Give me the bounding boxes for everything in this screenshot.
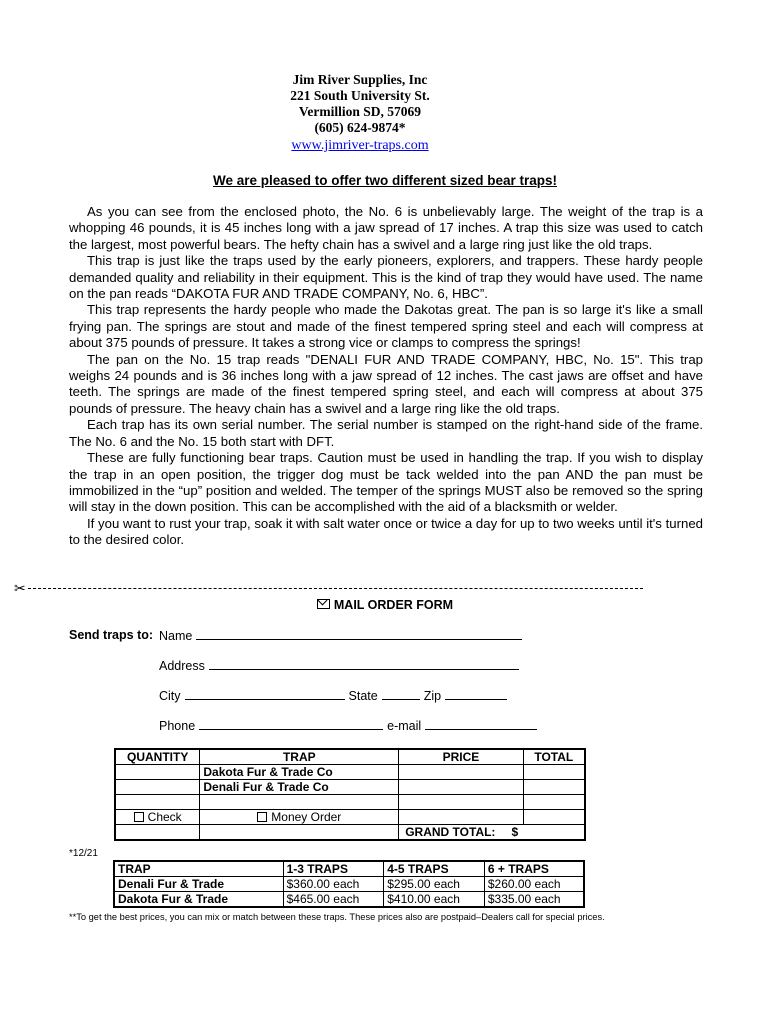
city-row [159,688,511,703]
price-cell: $295.00 each [384,877,485,892]
order-table [114,748,586,841]
table-row [115,749,585,765]
money-order-option[interactable] [200,810,399,825]
price-cell: $465.00 each [283,892,384,908]
city-label: City [159,689,181,703]
zip-label: Zip [423,689,442,703]
company-name: Jim River Supplies, Inc [292,72,428,87]
price-header: 4-5 TRAPS [384,861,485,877]
dashed-divider [28,588,643,589]
company-city: Vermillion SD, 57069 [298,104,422,119]
body-text [69,204,703,549]
price-cell[interactable] [399,765,523,780]
table-row [114,861,584,877]
trap-cell[interactable] [200,795,399,810]
cut-line [14,580,654,598]
price-cell: $410.00 each [384,892,485,908]
zip-field[interactable] [445,688,507,700]
price-cell[interactable] [399,780,523,795]
total-cell[interactable] [523,780,585,795]
phone-field[interactable] [199,718,383,730]
paragraph: These are fully functioning bear traps. Caution must be used in handling the trap. If you wish to display the trap in an open position, the trigger dog must be tack welded into the pan AND the pan must be immobilized in the “up” position and welded. The temper of the springs MUST also be removed so the spring will stay in the down position. This can be accomplished with the aid of a blacksmith or welder. [69,450,703,515]
table-row [115,765,585,780]
trap-cell: Denali Fur & Trade Co [200,780,399,795]
company-website-link[interactable]: www.jimriver-traps.com [291,138,429,153]
envelope-icon [317,599,330,609]
company-street: 221 South University St. [290,88,430,103]
total-header: TOTAL [523,749,585,765]
total-cell [523,810,585,825]
state-field[interactable] [382,688,420,700]
check-option[interactable] [115,810,200,825]
table-row [115,825,585,841]
table-row [114,877,584,892]
phone-label: Phone [159,719,196,733]
grand-total-cell[interactable] [399,825,585,841]
mail-order-title-text: MAIL ORDER FORM [333,598,454,612]
quantity-header: QUANTITY [115,749,200,765]
name-row [159,628,526,643]
mail-order-title [0,598,770,612]
trap-cell: Dakota Fur & Trade Co [200,765,399,780]
address-label: Address [159,659,205,673]
paragraph: As you can see from the enclosed photo, the No. 6 is unbelievably large. The weight of the trap is a whopping 46 pounds, it is 45 inches long with a jaw spread of 17 inches. A trap this size was used to catch the largest, most powerful bears. The hefty chain has a swivel and a large ring just like the old traps. [69,204,703,252]
date-note: *12/21 [69,848,98,859]
currency-sign: $ [511,825,519,839]
checkbox-icon[interactable] [257,812,267,822]
price-cell: $260.00 each [484,877,584,892]
footnote: **To get the best prices, you can mix or match between these traps. These prices also are postpaid–Dealers call for special prices. [69,912,605,922]
price-header: 6 + TRAPS [484,861,584,877]
check-label: Check [147,810,182,824]
price-header: PRICE [399,749,523,765]
email-label: e-mail [387,719,422,733]
email-field[interactable] [425,718,537,730]
send-traps-label: Send traps to: [69,628,154,642]
table-row [115,780,585,795]
paragraph: The pan on the No. 15 trap reads "DENALI FUR AND TRADE COMPANY, HBC, No. 15". This trap weighs 24 pounds and is 36 inches long with a jaw spread of 12 inches. The cast jaws are offset and have teeth. The springs are made of the finest tempered spring steel, and each will compress at about 375 pounds of pressure. The heavy chain has a swivel and a large ring like the old traps. [69,351,703,416]
address-field[interactable] [209,658,519,670]
quantity-cell[interactable] [115,795,200,810]
company-phone: (605) 624-9874* [314,120,406,135]
paragraph: This trap is just like the traps used by the early pioneers, explorers, and trappers. These hardy people demanded quality and reliability in their equipment. This is the kind of trap they would have used. The name on the pan reads “DAKOTA FUR AND TRADE COMPANY, No. 6, HBC”. [69,253,703,302]
grand-total-label: GRAND TOTAL: [405,825,496,839]
table-row [115,810,585,825]
phone-row [159,718,541,733]
name-field[interactable] [196,628,522,640]
state-label: State [348,689,378,703]
quantity-cell[interactable] [115,780,200,795]
name-label: Name [159,629,193,643]
city-field[interactable] [185,688,345,700]
table-row [114,892,584,908]
checkbox-icon[interactable] [134,812,144,822]
paragraph: If you want to rust your trap, soak it with salt water once or twice a day for up to two weeks until it's turned to the desired color. [69,515,703,548]
paragraph: This trap represents the hardy people who made the Dakotas great. The pan is so large it's like a small frying pan. The springs are stout and made of the finest tempered spring steel and each will compress at about 375 pounds of pressure. It takes a strong vice or clamps to compress the springs! [69,302,703,351]
price-cell: $335.00 each [484,892,584,908]
price-header: 1-3 TRAPS [283,861,384,877]
total-cell[interactable] [523,765,585,780]
headline: We are pleased to offer two different sized bear traps! [212,173,558,188]
scissors-icon: ✂ [14,580,26,596]
price-table [113,860,585,908]
price-cell: $360.00 each [283,877,384,892]
trap-header: TRAP [200,749,399,765]
money-order-label: Money Order [271,810,342,824]
address-row [159,658,523,673]
quantity-cell[interactable] [115,765,200,780]
paragraph: Each trap has its own serial number. The serial number is stamped on the right-hand side of the frame. The No. 6 and the No. 15 both start with DFT. [69,417,703,449]
price-cell[interactable] [399,795,523,810]
empty-cell [200,825,399,841]
trap-name-cell: Dakota Fur & Trade [114,892,283,908]
price-header: TRAP [114,861,283,877]
trap-name-cell: Denali Fur & Trade [114,877,283,892]
total-cell[interactable] [523,795,585,810]
table-row [115,795,585,810]
empty-cell [115,825,200,841]
price-cell [399,810,523,825]
